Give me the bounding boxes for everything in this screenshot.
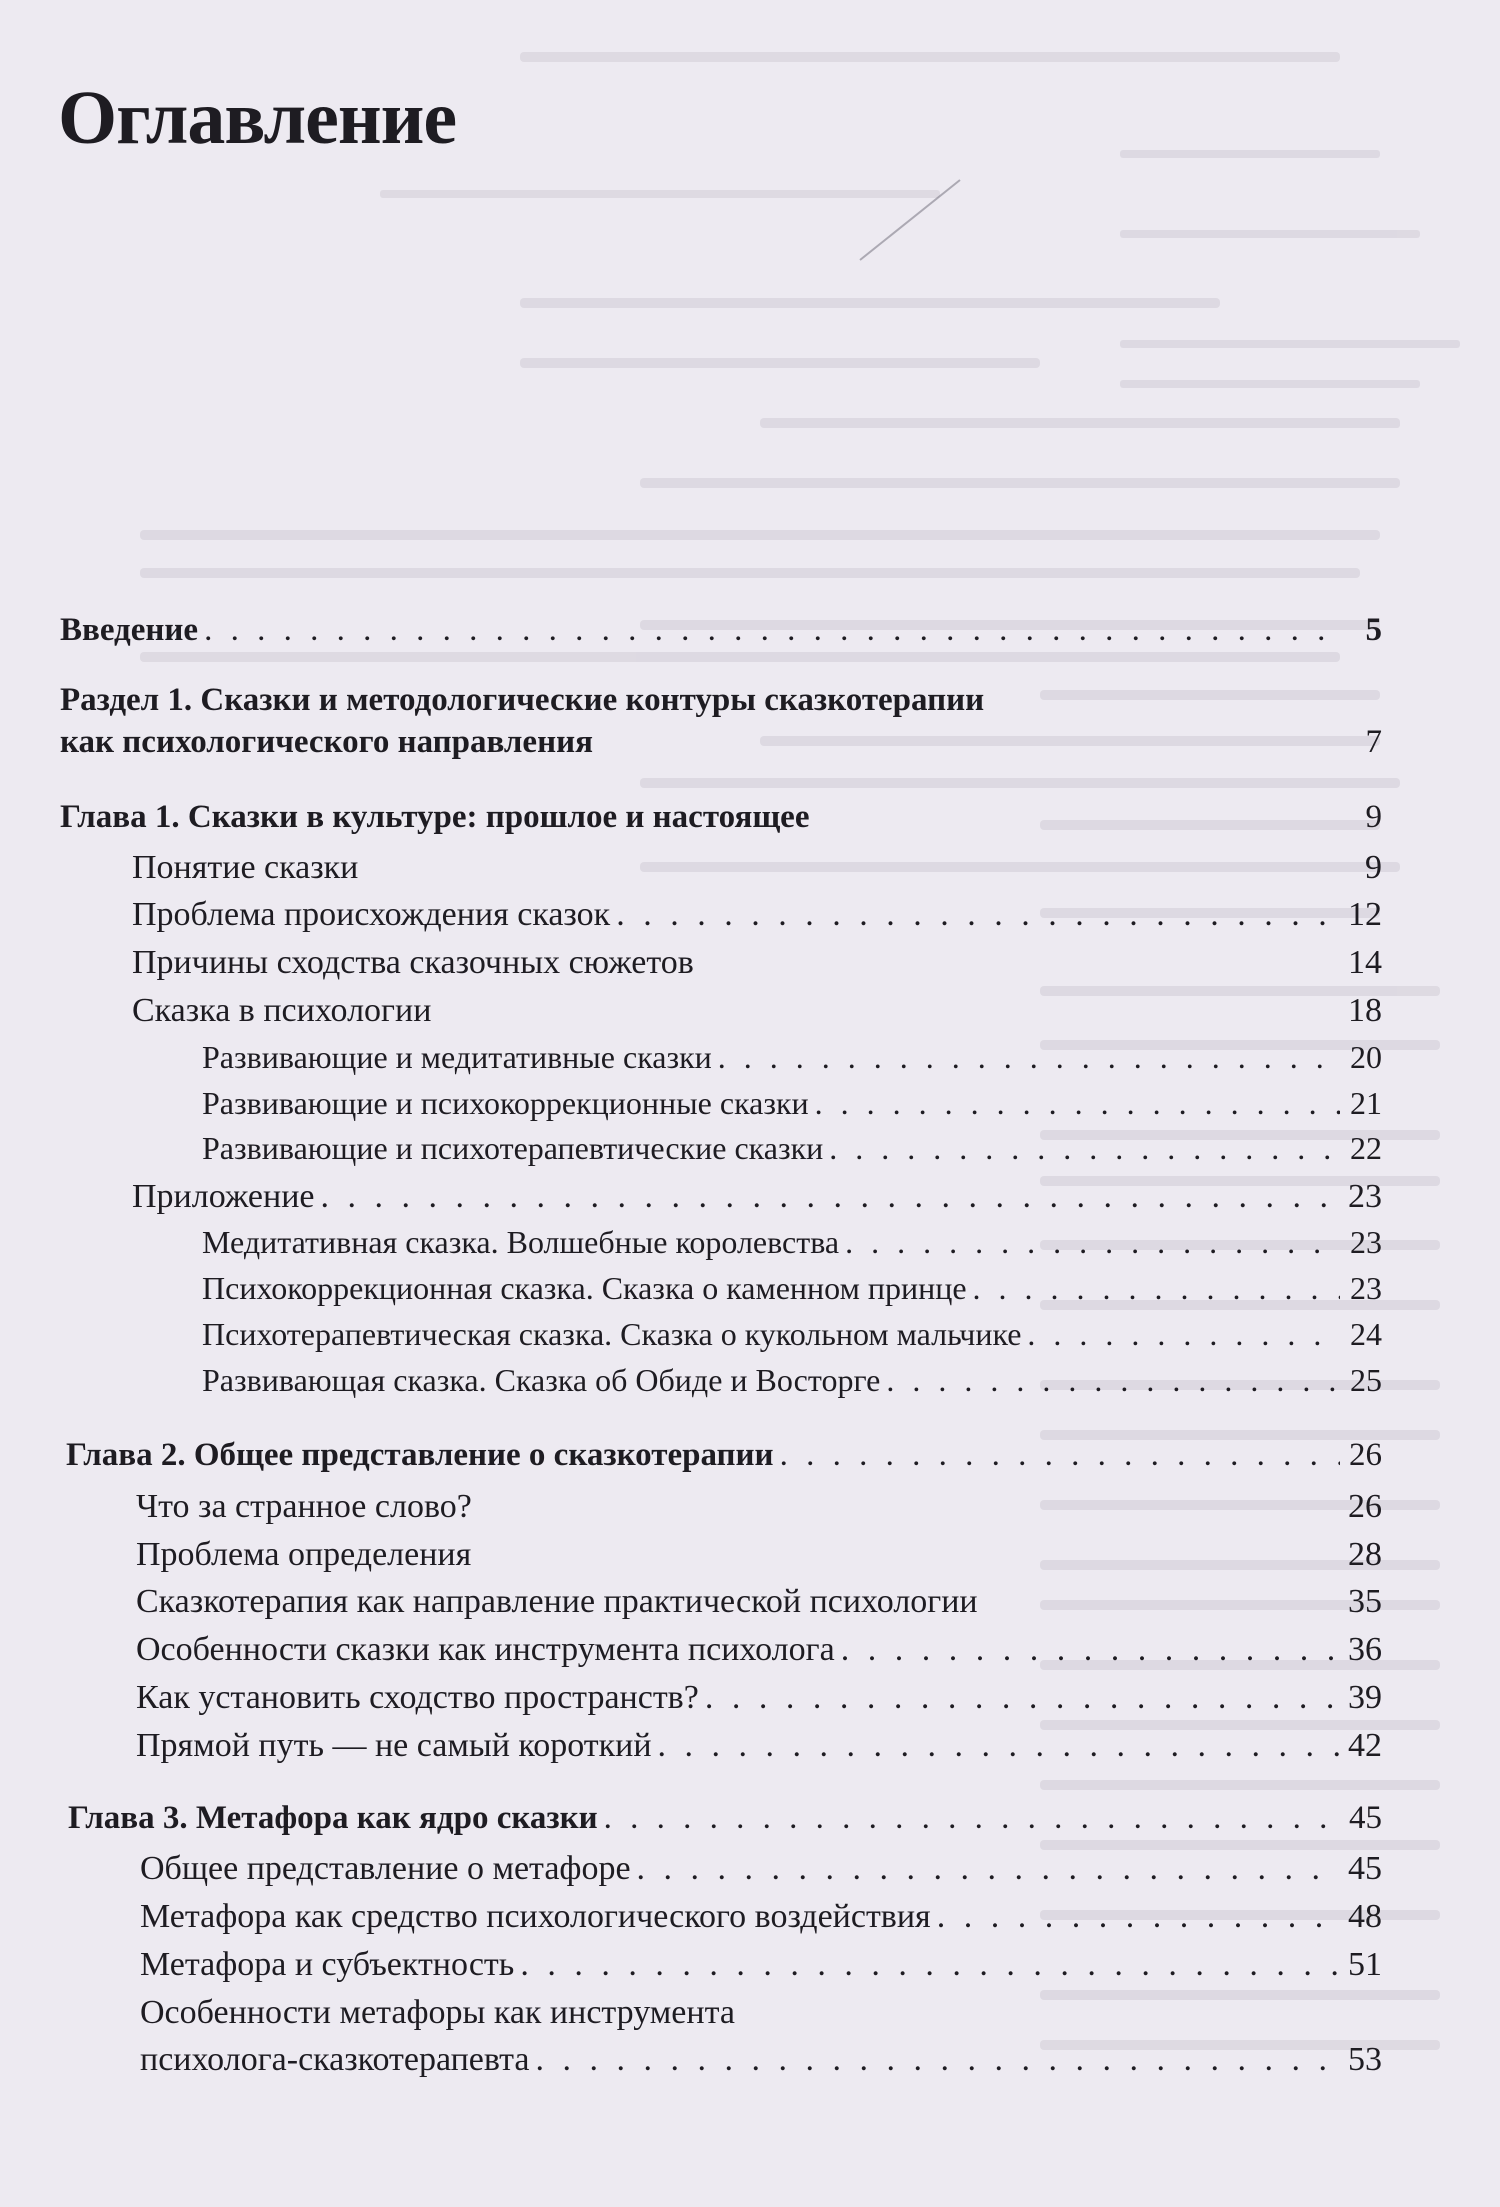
toc-entry-title: Развивающие и психотерапевтические сказки (202, 1130, 824, 1166)
toc-entry-title: Проблема происхождения сказок (132, 896, 611, 933)
dot-leader (658, 1729, 1340, 1763)
toc-entry-title: Метафора как средство психологического воздействия (140, 1898, 931, 1935)
dot-leader (705, 1681, 1340, 1715)
toc-entry[interactable] (140, 1948, 1382, 1982)
toc-entry-page: 12 (1348, 896, 1382, 933)
toc-entry-line2 (60, 726, 1382, 759)
toc-entry[interactable] (132, 1180, 1382, 1214)
toc-entry-page: 45 (1349, 1800, 1382, 1836)
toc-entry-title: Глава 1. Сказки в культуре: прошлое и настоящее (60, 799, 810, 835)
dot-leader (320, 1180, 1340, 1214)
toc-entry-title: Как установить сходство пространств? (136, 1679, 699, 1716)
dot-leader (1027, 1318, 1340, 1350)
toc-entry[interactable] (136, 1633, 1382, 1667)
toc-entry-page: 7 (1365, 724, 1382, 760)
dot-leader (616, 898, 1340, 932)
toc-entry-page: 23 (1348, 1178, 1382, 1215)
toc-entry-title-line1: Раздел 1. Сказки и методологические контуры сказкотерапии (60, 682, 985, 718)
toc-entry-title: Особенности сказки как инструмента психолога (136, 1631, 835, 1668)
toc-entry-line2 (140, 2043, 1382, 2077)
toc-entry-title: Сказка в психологии (132, 992, 432, 1029)
toc-entry[interactable] (136, 1729, 1382, 1763)
toc-entry-title: Понятие сказки (132, 849, 359, 886)
toc-entry[interactable] (136, 1490, 1382, 1524)
toc-entry-page: 24 (1350, 1316, 1382, 1352)
toc-entry-page: 42 (1348, 1727, 1382, 1764)
toc-entry-title: Сказкотерапия как направление практической психологии (136, 1583, 978, 1620)
toc-entry[interactable] (132, 994, 1382, 1028)
toc-entry-title: Введение (60, 612, 199, 648)
toc-entry-title: Глава 3. Метафора как ядро сказки (68, 1800, 598, 1836)
dot-leader (780, 1439, 1340, 1472)
dot-leader (637, 1852, 1340, 1886)
dot-leader (718, 1041, 1340, 1073)
toc-entry-page: 9 (1365, 849, 1382, 886)
dot-leader (841, 1633, 1340, 1667)
toc-entry[interactable] (202, 1364, 1382, 1396)
toc-entry-title: Развивающие и психокоррекционные сказки (202, 1085, 809, 1121)
dot-leader (535, 2043, 1340, 2077)
dot-leader (886, 1364, 1340, 1396)
toc-entry[interactable] (132, 946, 1382, 980)
toc-entry[interactable] (136, 1681, 1382, 1715)
toc-entry[interactable] (132, 898, 1382, 932)
toc-entry[interactable] (136, 1538, 1382, 1572)
toc-entry-title: Психокоррекционная сказка. Сказка о каменном принце (202, 1270, 967, 1306)
dot-leader (520, 1948, 1340, 1982)
toc-entry-title: Причины сходства сказочных сюжетов (132, 944, 694, 981)
dot-leader (845, 1226, 1340, 1258)
toc-entry-title: Проблема определения (136, 1536, 472, 1573)
toc-entry-title-line1: Особенности метафоры как инструмента (140, 1994, 735, 2031)
toc-entry-title: Развивающая сказка. Сказка об Обиде и Восторге (202, 1362, 881, 1398)
toc-entry-page: 18 (1348, 992, 1382, 1029)
toc-entry-page: 26 (1348, 1488, 1382, 1525)
toc-entry-section-1[interactable] (60, 684, 1382, 759)
toc-entry-page: 23 (1350, 1270, 1382, 1306)
toc-entry-title-line2: психолога-сказкотерапевта (140, 2041, 530, 2078)
toc-entry-chapter-1[interactable] (60, 801, 1382, 834)
toc-entry-page: 9 (1365, 799, 1382, 835)
toc-entry-title: Психотерапевтическая сказка. Сказка о кукольном мальчике (202, 1316, 1022, 1352)
toc-entry-page: 45 (1348, 1850, 1382, 1887)
toc-entry-title: Метафора и субъектность (140, 1946, 515, 1983)
toc-entry-chapter-3[interactable] (68, 1802, 1382, 1835)
toc-entry-page: 53 (1348, 2041, 1382, 2078)
toc-entry-page: 26 (1349, 1437, 1382, 1473)
toc-entry-page: 36 (1348, 1631, 1382, 1668)
toc-entry-page: 35 (1348, 1583, 1382, 1620)
dot-leader (829, 1132, 1340, 1164)
toc-entry[interactable] (202, 1272, 1382, 1304)
toc-entry-page: 28 (1348, 1536, 1382, 1573)
toc-entry-page: 21 (1350, 1085, 1382, 1121)
dot-leader (815, 1087, 1340, 1119)
toc-entry-page: 5 (1365, 612, 1382, 648)
toc-entry[interactable] (140, 1852, 1382, 1886)
toc-entry-page: 51 (1348, 1946, 1382, 1983)
toc-entry-title: Медитативная сказка. Волшебные королевства (202, 1224, 840, 1260)
toc-entry[interactable] (202, 1087, 1382, 1119)
toc-entry-chapter-2[interactable] (66, 1439, 1382, 1472)
toc-entry[interactable] (202, 1041, 1382, 1073)
dot-leader (973, 1272, 1340, 1304)
toc-entry-page: 25 (1350, 1362, 1382, 1398)
toc-entry[interactable] (132, 851, 1382, 885)
toc-entry-introduction[interactable] (60, 614, 1382, 647)
page-title: Оглавление (58, 76, 457, 160)
toc-entry-page: 14 (1348, 944, 1382, 981)
toc-entry-page: 23 (1350, 1224, 1382, 1260)
dot-leader (604, 1802, 1340, 1835)
toc-entry[interactable] (202, 1226, 1382, 1258)
toc-entry[interactable] (202, 1132, 1382, 1164)
toc-entry-title: Развивающие и медитативные сказки (202, 1039, 712, 1075)
toc-entry-title: Прямой путь — не самый короткий (136, 1727, 652, 1764)
toc-entry-page: 22 (1350, 1130, 1382, 1166)
toc-entry[interactable] (140, 1900, 1382, 1934)
toc-entry[interactable] (136, 1585, 1382, 1619)
dot-leader (937, 1900, 1340, 1934)
toc-entry-page: 20 (1350, 1039, 1382, 1075)
toc-entry-title: Глава 2. Общее представление о сказкотерапии (66, 1437, 774, 1473)
toc-entry-title: Что за странное слово? (136, 1488, 472, 1525)
dot-leader (204, 614, 1340, 647)
toc-entry-title-line2: как психологического направления (60, 724, 593, 760)
toc-entry-page: 48 (1348, 1898, 1382, 1935)
toc-entry-title: Общее представление о метафоре (140, 1850, 631, 1887)
toc-entry-page: 39 (1348, 1679, 1382, 1716)
toc-entry[interactable] (140, 1996, 1382, 2077)
toc-entry[interactable] (202, 1318, 1382, 1350)
toc-entry-title: Приложение (132, 1178, 315, 1215)
